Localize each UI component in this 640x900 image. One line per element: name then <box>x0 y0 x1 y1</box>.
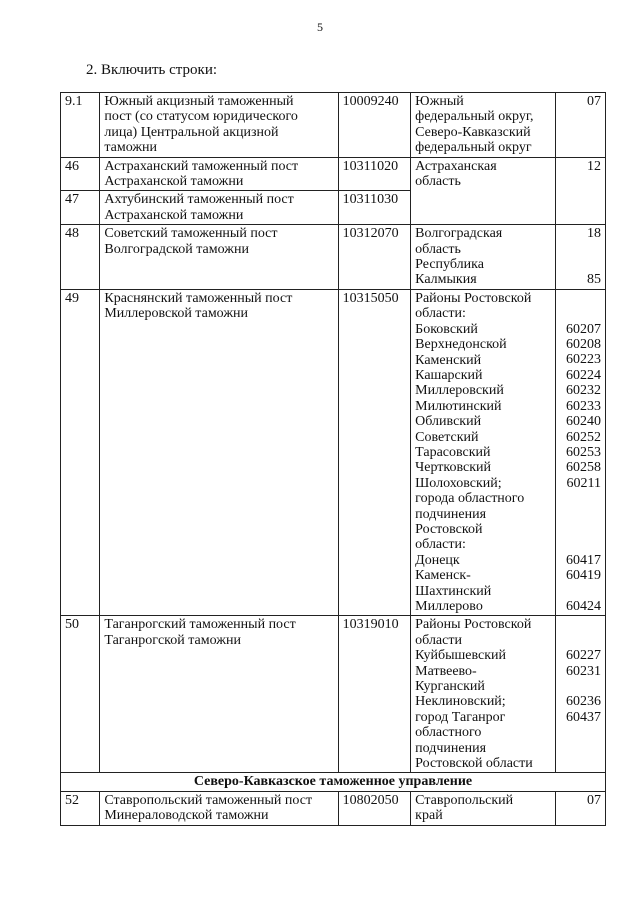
page-number: 5 <box>317 20 323 34</box>
cell-line <box>560 537 601 552</box>
table-row <box>61 93 606 158</box>
cell-line <box>560 291 601 306</box>
cell-line: Куйбышевский <box>415 648 507 664</box>
cell-line: Миллеровский <box>415 383 504 399</box>
table-row <box>61 791 606 825</box>
cell-line: 60231 <box>566 663 601 679</box>
cell-line: 85 <box>587 272 601 288</box>
cell-line: Астраханский таможенный пост <box>104 158 299 174</box>
row-number: 49 <box>61 289 100 616</box>
region-list <box>411 289 556 616</box>
cell-line: Советский <box>415 429 479 445</box>
post-code: 10311020 <box>338 157 411 191</box>
cell-line: 60252 <box>566 429 601 445</box>
cell-line: Чертковский <box>415 460 492 476</box>
cell-line: 60223 <box>566 352 601 368</box>
cell-line: Каменский <box>415 352 482 368</box>
cell-line: Волгоградская <box>415 226 503 242</box>
cell-line: Милютинский <box>415 398 502 414</box>
table-row <box>61 225 606 290</box>
post-name <box>100 225 338 290</box>
cell-line: Ставропольский <box>415 792 514 808</box>
cell-line: Неклиновский; <box>415 694 506 710</box>
row-number: 48 <box>61 225 100 290</box>
cell-line: 60417 <box>566 552 601 568</box>
cell-line: Тарасовский <box>415 444 491 460</box>
cell-line: Волгоградской таможни <box>104 241 249 257</box>
cell-line: федеральный округ <box>415 140 532 156</box>
cell-line: Таганрогской таможни <box>104 632 241 648</box>
cell-line: Обливский <box>415 414 482 430</box>
post-name <box>100 191 338 225</box>
cell-line: край <box>415 808 443 824</box>
cell-line <box>560 756 601 771</box>
cell-line: Донецк <box>415 552 460 568</box>
cell-line: области <box>415 632 462 648</box>
cell-line: Боковский <box>415 321 478 337</box>
table-row <box>61 157 606 191</box>
cell-line: Ставропольский таможенный пост <box>104 792 313 808</box>
region-list <box>411 157 556 225</box>
table-row <box>61 616 606 773</box>
cell-line: 60227 <box>566 648 601 664</box>
cell-line: Астраханской таможни <box>104 207 244 223</box>
oktmo-code: 07 <box>556 791 606 825</box>
cell-line <box>560 257 601 272</box>
cell-line: 60208 <box>566 337 601 353</box>
cell-line: лица) Центральной акцизной <box>104 124 279 140</box>
row-number: 46 <box>61 157 100 191</box>
cell-line: Ростовской области <box>415 756 533 772</box>
post-name <box>100 791 338 825</box>
cell-line: Миллеровской таможни <box>104 306 248 322</box>
cell-line: Краснянский таможенный пост <box>104 290 293 306</box>
cell-line: пост (со статусом юридического <box>104 109 298 125</box>
cell-line: Северо-Кавказский <box>415 124 531 140</box>
cell-line: города областного <box>415 491 525 507</box>
oktmo-code: 07 <box>556 93 606 158</box>
cell-line: Миллерово <box>415 599 483 614</box>
cell-line <box>560 306 601 321</box>
customs-posts-table <box>60 92 606 826</box>
cell-line <box>560 491 601 506</box>
section-header: Северо-Кавказское таможенное управление <box>61 773 606 791</box>
cell-line <box>560 507 601 522</box>
cell-line: подчинения <box>415 506 487 522</box>
cell-line: область <box>415 174 461 190</box>
cell-line: Матвеево- <box>415 663 477 679</box>
post-code: 10802050 <box>338 791 411 825</box>
cell-line: Ахтубинский таможенный пост <box>104 192 294 208</box>
cell-line <box>560 725 601 740</box>
oktmo-list <box>556 289 606 616</box>
region-list <box>411 791 556 825</box>
cell-line: 60236 <box>566 694 601 710</box>
cell-line: 60240 <box>566 414 601 430</box>
cell-line: области: <box>415 306 466 322</box>
table-row <box>61 289 606 616</box>
post-code: 10009240 <box>338 93 411 158</box>
cell-line: Астраханской таможни <box>104 174 244 190</box>
cell-line: Республика <box>415 257 484 273</box>
cell-line: 60232 <box>566 383 601 399</box>
cell-line: области: <box>415 537 466 553</box>
cell-line: Астраханская <box>415 158 497 174</box>
row-number: 50 <box>61 616 100 773</box>
cell-line: Шахтинский <box>415 583 492 599</box>
cell-line: область <box>415 241 461 257</box>
cell-line: 60437 <box>566 709 601 725</box>
cell-line: Районы Ростовской <box>415 617 532 633</box>
cell-line: 60207 <box>566 321 601 337</box>
cell-line: Ростовской <box>415 521 483 537</box>
cell-line <box>560 522 601 537</box>
oktmo-list <box>556 225 606 290</box>
region-list <box>411 93 556 158</box>
cell-line: Курганский <box>415 679 485 695</box>
cell-line: 18 <box>587 226 601 242</box>
oktmo-code: 12 <box>556 157 606 225</box>
cell-line: Районы Ростовской <box>415 290 532 306</box>
cell-line: город Таганрог <box>415 709 506 725</box>
region-list <box>411 616 556 773</box>
cell-line: Шолоховский; <box>415 475 502 491</box>
section-header-row <box>61 773 606 791</box>
cell-line: Кашарский <box>415 367 483 383</box>
post-name <box>100 157 338 191</box>
oktmo-list <box>556 616 606 773</box>
cell-line: 60211 <box>566 475 601 491</box>
cell-line: Таганрогский таможенный пост <box>104 617 296 633</box>
cell-line <box>560 679 601 694</box>
cell-line: 60224 <box>566 367 601 383</box>
cell-line: 60419 <box>566 568 601 584</box>
cell-line <box>560 633 601 648</box>
row-number: 52 <box>61 791 100 825</box>
post-code: 10315050 <box>338 289 411 616</box>
intro-text: 2. Включить строки: <box>86 62 218 78</box>
cell-line: Южный акцизный таможенный <box>104 94 294 109</box>
cell-line: 60233 <box>566 398 601 414</box>
cell-line: областного <box>415 725 482 741</box>
post-name <box>100 289 338 616</box>
cell-line: 60258 <box>566 460 601 476</box>
cell-line: федеральный округ, <box>415 109 534 125</box>
post-code: 10319010 <box>338 616 411 773</box>
cell-line <box>560 617 601 632</box>
row-number: 9.1 <box>61 93 100 158</box>
row-number: 47 <box>61 191 100 225</box>
cell-line: Калмыкия <box>415 272 477 288</box>
region-list <box>411 225 556 290</box>
cell-line: таможни <box>104 140 158 156</box>
cell-line: 60253 <box>566 444 601 460</box>
cell-line: 60424 <box>566 598 601 614</box>
cell-line: подчинения <box>415 740 487 756</box>
cell-line: Верхнедонской <box>415 337 507 353</box>
cell-line: Советский таможенный пост <box>104 226 278 242</box>
cell-line: Южный <box>415 94 464 109</box>
post-code: 10312070 <box>338 225 411 290</box>
post-name <box>100 93 338 158</box>
cell-line <box>560 242 601 257</box>
cell-line: Минераловодской таможни <box>104 808 269 824</box>
cell-line <box>560 584 601 599</box>
cell-line: Каменск- <box>415 568 471 584</box>
cell-line <box>560 741 601 756</box>
post-name <box>100 616 338 773</box>
post-code: 10311030 <box>338 191 411 225</box>
